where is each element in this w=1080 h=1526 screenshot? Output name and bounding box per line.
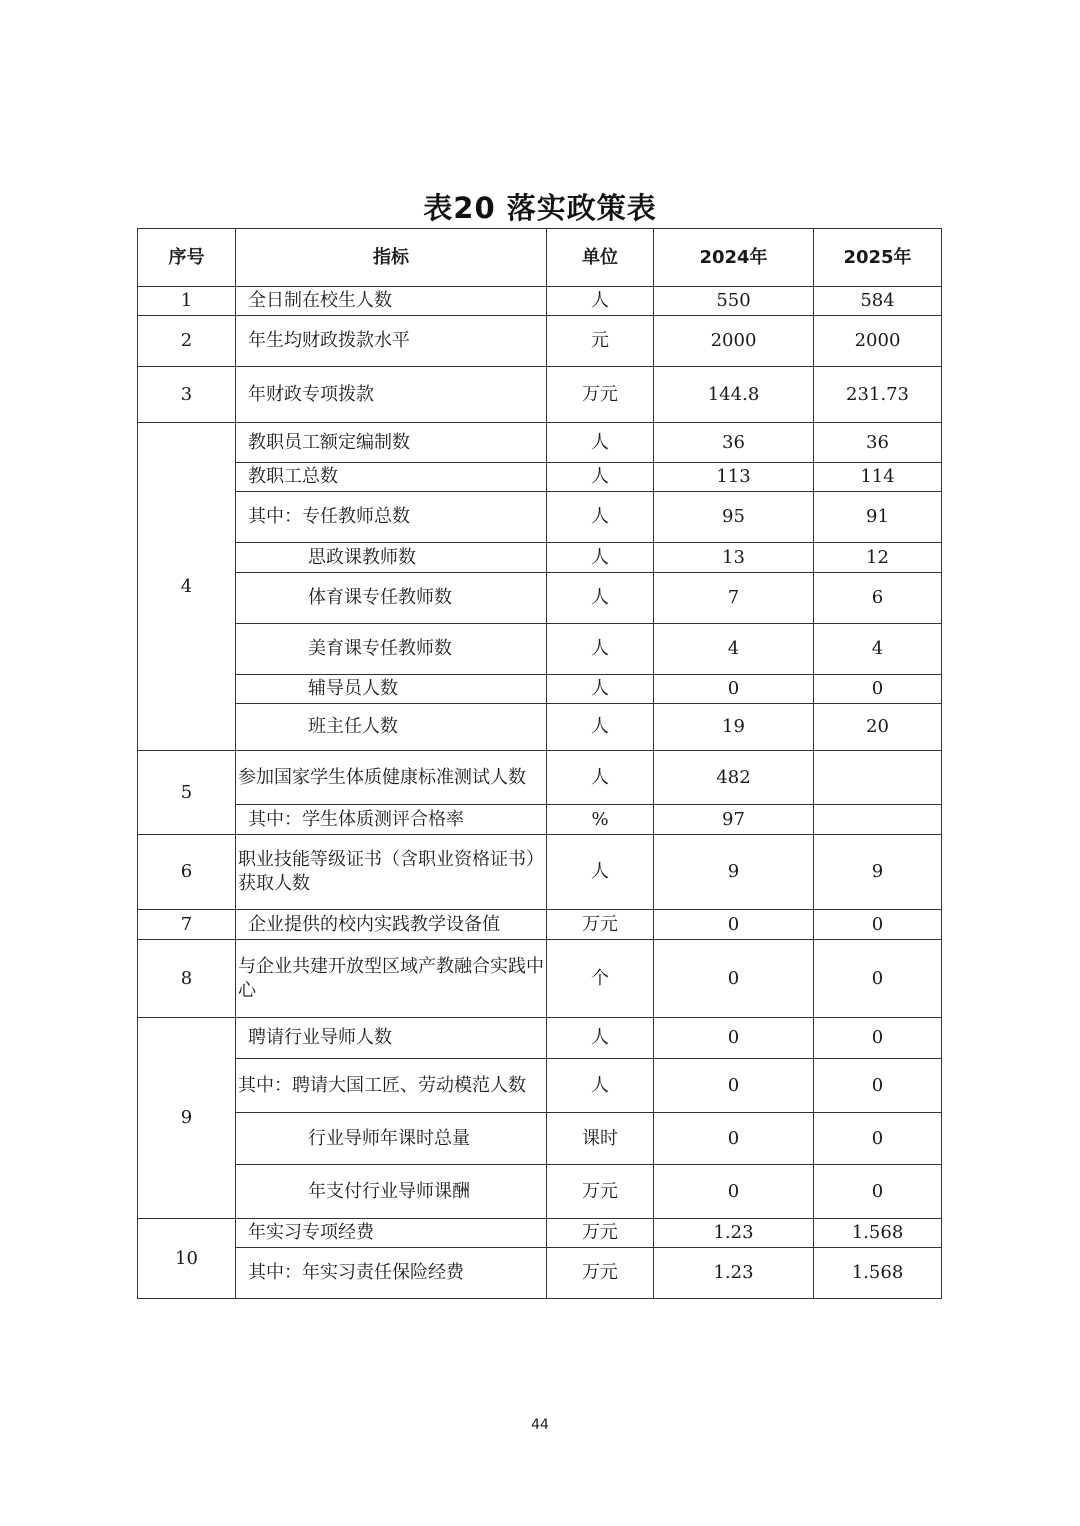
table-row: [138, 492, 942, 543]
indicator-cell: 年财政专项拨款: [236, 367, 547, 423]
value-2025-cell: 114: [814, 463, 942, 492]
seq-cell: 8: [138, 940, 236, 1018]
header-2025: 2025年: [814, 229, 942, 287]
unit-cell: 万元: [547, 1248, 654, 1299]
value-2025-cell: 0: [814, 675, 942, 704]
unit-cell: 人: [547, 675, 654, 704]
value-2024-cell: 36: [654, 423, 814, 463]
value-2024-cell: 0: [654, 1113, 814, 1165]
value-2024-cell: 0: [654, 675, 814, 704]
unit-cell: 人: [547, 423, 654, 463]
unit-cell: 人: [547, 751, 654, 805]
indicator-cell: 聘请行业导师人数: [236, 1018, 547, 1059]
unit-cell: 人: [547, 1059, 654, 1113]
value-2025-cell: 2000: [814, 316, 942, 367]
table-row: [138, 624, 942, 675]
value-2024-cell: 4: [654, 624, 814, 675]
indicator-cell: 参加国家学生体质健康标准测试人数: [236, 751, 547, 805]
table-row: [138, 1219, 942, 1248]
unit-cell: 元: [547, 316, 654, 367]
value-2025-cell: 4: [814, 624, 942, 675]
table-row: [138, 463, 942, 492]
header-row: [138, 229, 942, 287]
value-2024-cell: 0: [654, 1018, 814, 1059]
value-2024-cell: 9: [654, 835, 814, 910]
seq-cell: 9: [138, 1018, 236, 1219]
unit-cell: 万元: [547, 1219, 654, 1248]
indicator-cell: 教职员工额定编制数: [236, 423, 547, 463]
value-2024-cell: 97: [654, 805, 814, 835]
page-number: 44: [531, 1417, 549, 1433]
table-row: [138, 1113, 942, 1165]
value-2025-cell: 584: [814, 287, 942, 316]
indicator-cell: 职业技能等级证书（含职业资格证书）获取人数: [236, 835, 547, 910]
value-2024-cell: 19: [654, 704, 814, 751]
unit-cell: 个: [547, 940, 654, 1018]
value-2024-cell: 482: [654, 751, 814, 805]
table-row: [138, 704, 942, 751]
value-2024-cell: 1.23: [654, 1248, 814, 1299]
indicator-cell: 其中：学生体质测评合格率: [236, 805, 547, 835]
value-2025-cell: 0: [814, 910, 942, 940]
indicator-cell: 辅导员人数: [236, 675, 547, 704]
value-2025-cell: 0: [814, 1059, 942, 1113]
seq-cell: 1: [138, 287, 236, 316]
table-row: [138, 423, 942, 463]
unit-cell: 人: [547, 1018, 654, 1059]
value-2025-cell: 0: [814, 1165, 942, 1219]
value-2024-cell: 95: [654, 492, 814, 543]
value-2025-cell: 0: [814, 940, 942, 1018]
indicator-cell: 其中：专任教师总数: [236, 492, 547, 543]
value-2025-cell: 6: [814, 573, 942, 624]
value-2024-cell: 550: [654, 287, 814, 316]
table-row: [138, 751, 942, 805]
table-row: [138, 835, 942, 910]
indicator-cell: 与企业共建开放型区域产教融合实践中心: [236, 940, 547, 1018]
unit-cell: 人: [547, 624, 654, 675]
unit-cell: 人: [547, 463, 654, 492]
unit-cell: 人: [547, 573, 654, 624]
value-2025-cell: 20: [814, 704, 942, 751]
indicator-cell: 行业导师年课时总量: [236, 1113, 547, 1165]
value-2025-cell: 0: [814, 1018, 942, 1059]
table-row: [138, 675, 942, 704]
value-2024-cell: 1.23: [654, 1219, 814, 1248]
value-2025-cell: 1.568: [814, 1219, 942, 1248]
value-2024-cell: 144.8: [654, 367, 814, 423]
indicator-cell: 年生均财政拨款水平: [236, 316, 547, 367]
table-row: [138, 910, 942, 940]
unit-cell: 人: [547, 287, 654, 316]
seq-cell: 6: [138, 835, 236, 910]
unit-cell: 人: [547, 835, 654, 910]
value-2025-cell: 0: [814, 1113, 942, 1165]
unit-cell: 人: [547, 543, 654, 573]
table-row: [138, 316, 942, 367]
value-2025-cell: 9: [814, 835, 942, 910]
value-2025-cell: 231.73: [814, 367, 942, 423]
unit-cell: 万元: [547, 910, 654, 940]
indicator-cell: 美育课专任教师数: [236, 624, 547, 675]
value-2024-cell: 113: [654, 463, 814, 492]
seq-cell: 7: [138, 910, 236, 940]
indicator-cell: 全日制在校生人数: [236, 287, 547, 316]
table-row: [138, 543, 942, 573]
table-row: [138, 1018, 942, 1059]
table-row: [138, 805, 942, 835]
policy-table: [137, 228, 942, 1299]
header-seq: 序号: [138, 229, 236, 287]
value-2025-cell: 36: [814, 423, 942, 463]
indicator-cell: 其中：年实习责任保险经费: [236, 1248, 547, 1299]
seq-cell: 10: [138, 1219, 236, 1299]
table-row: [138, 287, 942, 316]
seq-cell: 2: [138, 316, 236, 367]
table-row: [138, 367, 942, 423]
seq-cell: 5: [138, 751, 236, 835]
value-2025-cell: [814, 805, 942, 835]
value-2025-cell: 91: [814, 492, 942, 543]
header-indicator: 指标: [236, 229, 547, 287]
value-2024-cell: 7: [654, 573, 814, 624]
value-2024-cell: 0: [654, 1165, 814, 1219]
table-title: 表20 落实政策表: [423, 191, 657, 225]
table-row: [138, 1059, 942, 1113]
indicator-cell: 教职工总数: [236, 463, 547, 492]
indicator-cell: 其中：聘请大国工匠、劳动模范人数: [236, 1059, 547, 1113]
seq-cell: 4: [138, 423, 236, 751]
table-row: [138, 1248, 942, 1299]
seq-cell: 3: [138, 367, 236, 423]
indicator-cell: 体育课专任教师数: [236, 573, 547, 624]
value-2024-cell: 2000: [654, 316, 814, 367]
value-2024-cell: 0: [654, 1059, 814, 1113]
indicator-cell: 企业提供的校内实践教学设备值: [236, 910, 547, 940]
indicator-cell: 班主任人数: [236, 704, 547, 751]
unit-cell: 课时: [547, 1113, 654, 1165]
indicator-cell: 年支付行业导师课酬: [236, 1165, 547, 1219]
table-row: [138, 940, 942, 1018]
value-2025-cell: [814, 751, 942, 805]
table-row: [138, 1165, 942, 1219]
value-2024-cell: 13: [654, 543, 814, 573]
header-2024: 2024年: [654, 229, 814, 287]
value-2024-cell: 0: [654, 910, 814, 940]
unit-cell: 人: [547, 704, 654, 751]
unit-cell: 万元: [547, 367, 654, 423]
indicator-cell: 思政课教师数: [236, 543, 547, 573]
value-2025-cell: 1.568: [814, 1248, 942, 1299]
table-row: [138, 573, 942, 624]
value-2025-cell: 12: [814, 543, 942, 573]
value-2024-cell: 0: [654, 940, 814, 1018]
header-unit: 单位: [547, 229, 654, 287]
unit-cell: %: [547, 805, 654, 835]
indicator-cell: 年实习专项经费: [236, 1219, 547, 1248]
unit-cell: 万元: [547, 1165, 654, 1219]
unit-cell: 人: [547, 492, 654, 543]
